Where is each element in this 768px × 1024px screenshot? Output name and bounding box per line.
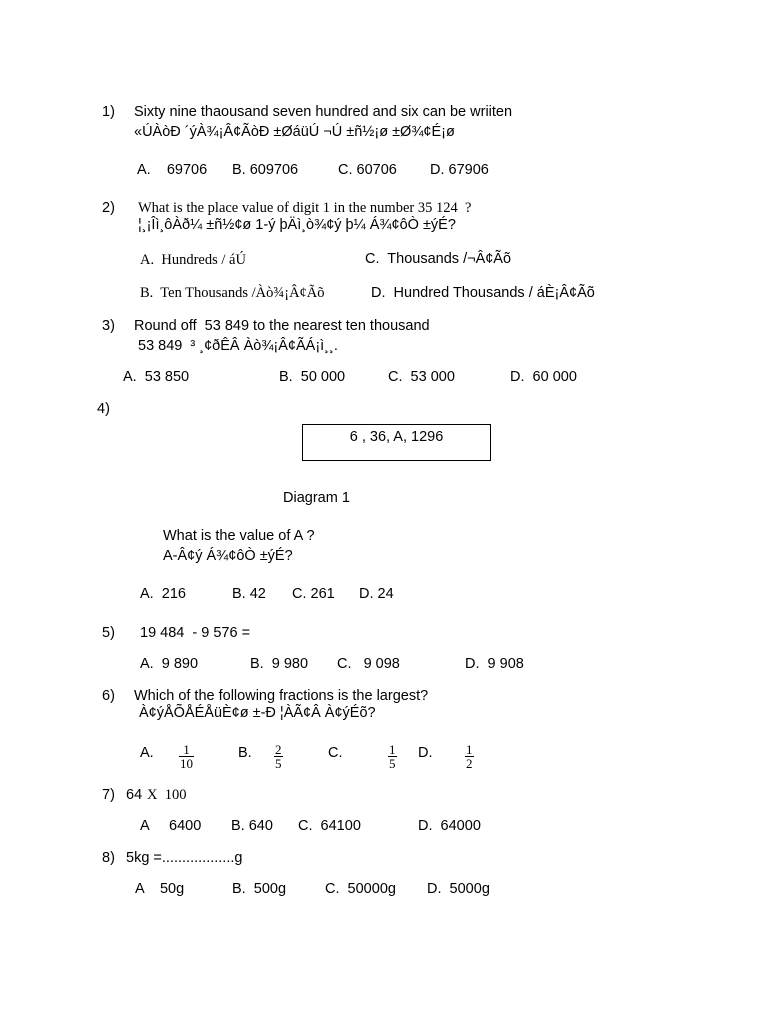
fraction-d-denominator: 2 — [466, 756, 473, 771]
q4-option-d: D. 24 — [359, 586, 394, 602]
q2-option-a: A. Hundreds / áÚ — [140, 252, 246, 268]
q6-option-d-label: D. — [418, 745, 433, 761]
q2-option-d: D. Hundred Thousands / áÈ¡Â¢Ãõ — [371, 285, 595, 301]
fraction-d-numerator: 1 — [466, 742, 473, 757]
q8-option-d: D. 5000g — [427, 881, 490, 897]
q3-option-d: D. 60 000 — [510, 369, 577, 385]
q1-option-c: C. 60706 — [338, 162, 397, 178]
q3-option-b: B. 50 000 — [279, 369, 346, 385]
q6-fraction-c — [388, 743, 397, 770]
q3-translation: 53 849 ³ ¸¢ðÊÂ Àò¾¡Â¢ÃÁ¡ì¸¸. — [138, 338, 338, 354]
q8-option-c: C. 50000g — [325, 881, 396, 897]
q5-option-d: D. 9 908 — [465, 656, 524, 672]
q6-option-b-label: B. — [238, 745, 252, 761]
q3-option-c: C. 53 000 — [388, 369, 455, 385]
q2-translation: ¦¸¡Îì¸ôÀð¼ ±ñ½¢ø 1-ý þÄì¸ò¾¢ý þ¼ Á¾¢ôÒ ±ýÉ? — [138, 217, 456, 233]
q6-fraction-d — [465, 743, 474, 770]
q3-option-a: A. 53 850 — [123, 369, 190, 385]
q4-option-a: A. 216 — [140, 586, 186, 602]
q6-option-a-label: A. — [140, 745, 154, 761]
q6-fraction-b — [274, 743, 283, 770]
q6-number: 6) — [102, 688, 115, 704]
q7-option-d: D. 64000 — [418, 818, 481, 834]
q8-option-a: A 50g — [135, 881, 185, 897]
fraction-a-denominator: 10 — [180, 756, 193, 771]
q4-option-c: C. 261 — [292, 586, 335, 602]
q7-number: 7) — [102, 787, 115, 803]
q1-option-b: B. 609706 — [232, 162, 299, 178]
q6-translation: À¢ýÅÕÅÉÅüÈ¢ø ±-Ð ¦ÀÃ¢Â À¢ýÉõ? — [139, 705, 376, 721]
q2-option-c: C. Thousands /¬Â¢Ãõ — [365, 251, 512, 267]
fraction-b-numerator: 2 — [275, 742, 282, 757]
q1-text: Sixty nine thaousand seven hundred and six can be wriiten — [134, 104, 513, 120]
q8-option-b: B. 500g — [232, 881, 287, 897]
q2-option-b: B. Ten Thousands /Àò¾¡Â¢Ãõ — [140, 285, 325, 301]
q8-number: 8) — [102, 850, 115, 866]
q4-number: 4) — [97, 401, 110, 417]
q5-option-c: C. 9 098 — [337, 656, 400, 672]
q2-number: 2) — [102, 200, 115, 216]
q7-option-c: C. 64100 — [298, 818, 361, 834]
q1-translation: «ÚÀòÐ ´ýÀ¾¡Â¢ÃòÐ ±ØáüÚ ¬Ú ±ñ½¡ø ±Ø¾¢É¡ø — [134, 124, 455, 140]
q6-fraction-a — [179, 743, 194, 770]
q6-option-c-label: C. — [328, 745, 343, 761]
q8-text: 5kg =..................g — [126, 850, 243, 866]
q4-text: What is the value of A ? — [163, 528, 315, 544]
q5-number: 5) — [102, 625, 115, 641]
q4-translation: A-Â¢ý Á¾¢ôÒ ±ýÉ? — [163, 548, 293, 564]
sequence-text: 6 , 36, A, 1296 — [349, 429, 444, 445]
q1-number: 1) — [102, 104, 115, 120]
q1-option-d: D. 67906 — [430, 162, 489, 178]
q2-text: What is the place value of digit 1 in the number 35 124 ? — [138, 200, 472, 216]
fraction-a-numerator: 1 — [179, 743, 194, 757]
q3-text: Round off 53 849 to the nearest ten thousand — [134, 318, 430, 334]
diagram-label: Diagram 1 — [283, 490, 350, 506]
q5-option-b: B. 9 980 — [250, 656, 309, 672]
q7-text-b: X 100 — [147, 787, 187, 803]
fraction-c-denominator: 5 — [389, 756, 396, 771]
q5-option-a: A. 9 890 — [140, 656, 199, 672]
q1-option-a: A. 69706 — [137, 162, 208, 178]
q4-option-b: B. 42 — [232, 586, 266, 602]
q7-option-a: A 6400 — [140, 818, 202, 834]
q7-text-a: 64 — [126, 787, 143, 803]
q6-text: Which of the following fractions is the largest? — [134, 688, 429, 704]
fraction-c-numerator: 1 — [389, 742, 396, 757]
q7-option-b: B. 640 — [231, 818, 273, 834]
fraction-b-denominator: 5 — [275, 756, 282, 771]
q3-number: 3) — [102, 318, 115, 334]
q5-text: 19 484 - 9 576 = — [140, 625, 251, 641]
